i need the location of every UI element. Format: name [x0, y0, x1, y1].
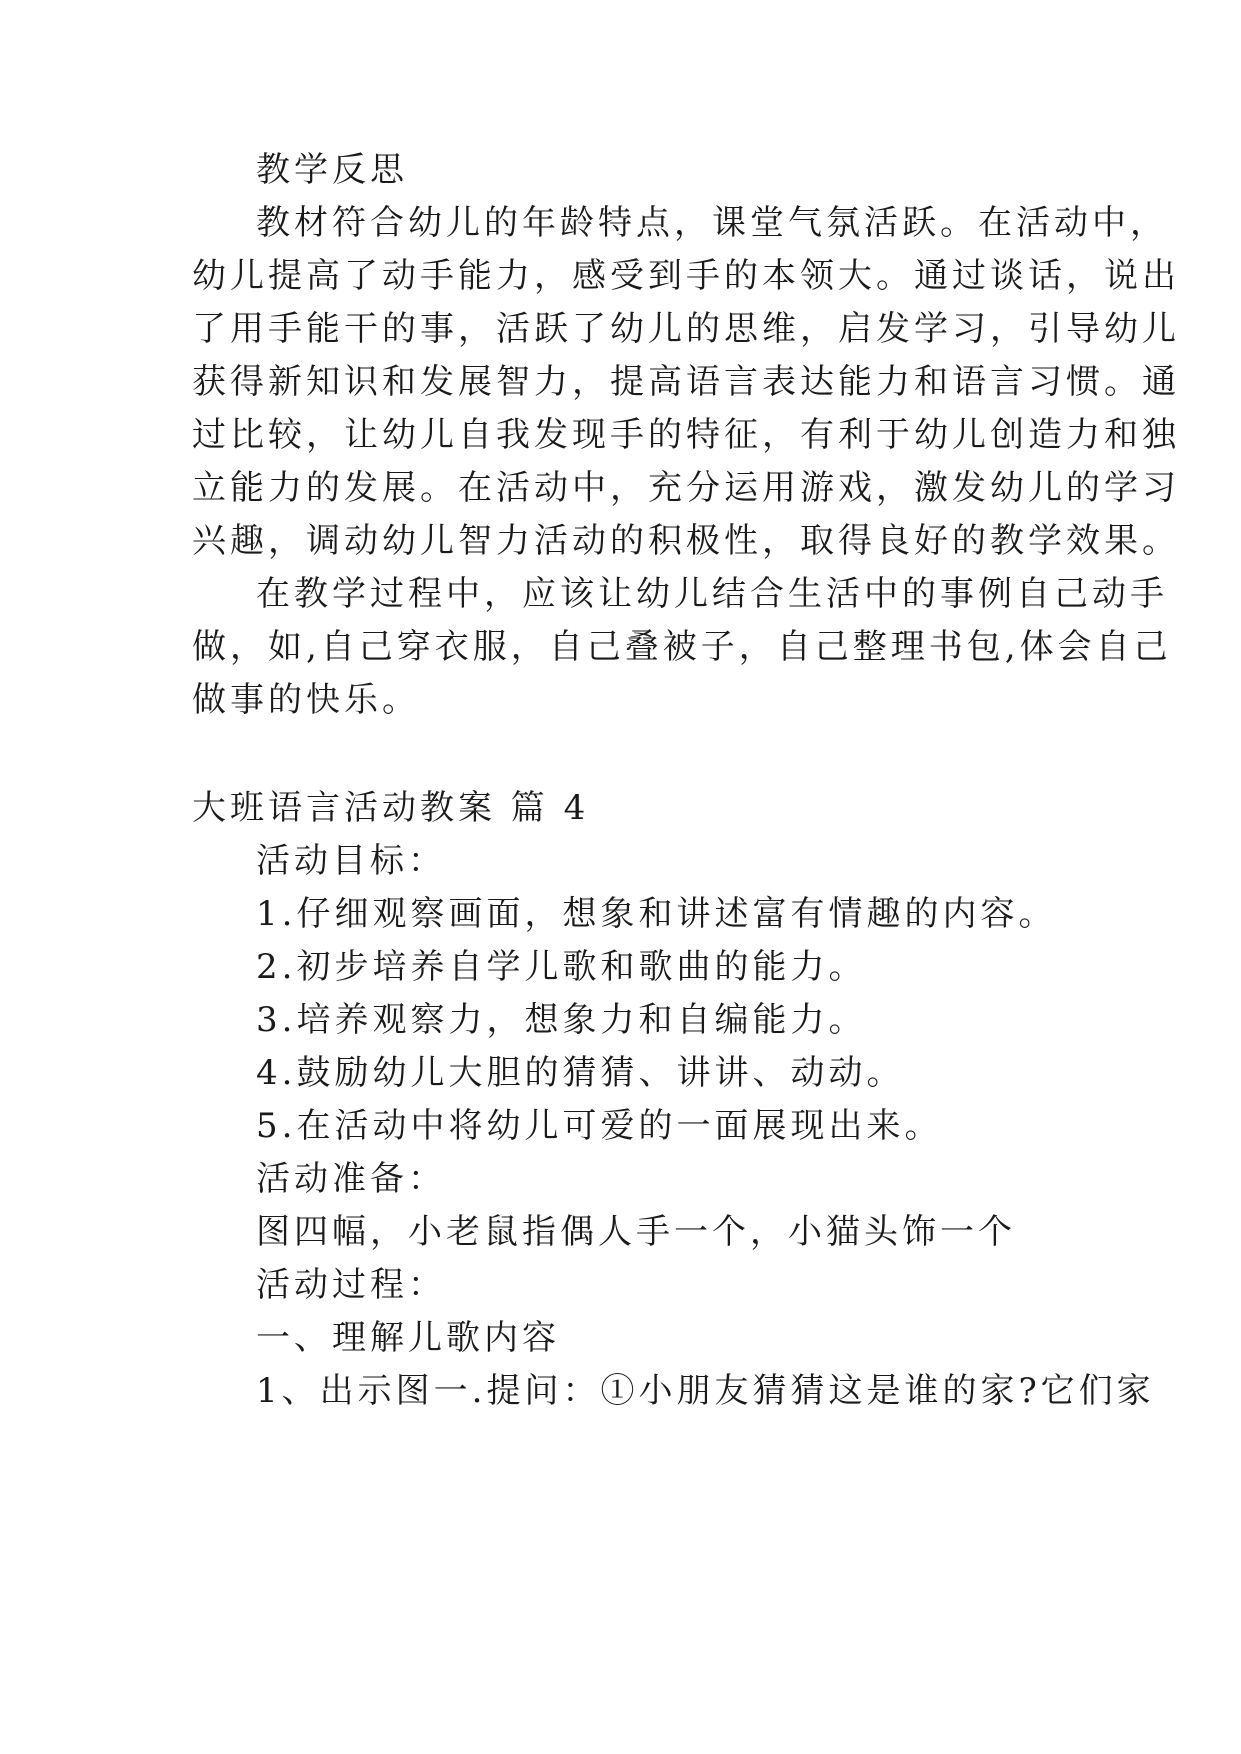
prep-label: 活动准备：	[256, 1159, 446, 1199]
step1-text: 1、出示图一.提问：①小朋友猜猜这是谁的家?它们家	[256, 1371, 1155, 1411]
reflection-paragraph-line: 过比较，让幼儿自我发现手的特征，有利于幼儿创造力和独	[192, 415, 1180, 455]
reflection-paragraph-line: 幼儿提高了动手能力，感受到手的本领大。通过谈话，说出	[192, 256, 1180, 296]
reflection-paragraph-line: 立能力的发展。在活动中，充分运用游戏，激发幼儿的学习	[192, 468, 1180, 508]
process-label: 活动过程：	[256, 1265, 446, 1305]
plan-title: 大班语言活动教案 篇 4	[192, 788, 590, 828]
step-heading: 一、理解儿歌内容	[256, 1318, 560, 1358]
goal-item: 5.在活动中将幼儿可爱的一面展现出来。	[256, 1106, 943, 1146]
goal-item: 1.仔细观察画面，想象和讲述富有情趣的内容。	[256, 894, 1057, 934]
goal-item: 2.初步培养自学儿歌和歌曲的能力。	[256, 947, 867, 987]
goal-item: 4.鼓励幼儿大胆的猜猜、讲讲、动动。	[256, 1053, 905, 1093]
reflection-paragraph-line: 获得新知识和发展智力，提高语言表达能力和语言习惯。通	[192, 362, 1180, 402]
reflection-paragraph-line: 教材符合幼儿的年龄特点，课堂气氛活跃。在活动中，	[256, 203, 1168, 243]
prep-text: 图四幅，小老鼠指偶人手一个，小猫头饰一个	[256, 1212, 1016, 1252]
reflection-paragraph-line: 了用手能干的事，活跃了幼儿的思维，启发学习，引导幼儿	[192, 309, 1180, 349]
reflection-heading: 教学反思	[256, 150, 408, 190]
reflection-paragraph-line: 做，如,自己穿衣服，自己叠被子，自己整理书包,体会自己	[192, 627, 1172, 667]
reflection-paragraph-line: 兴趣，调动幼儿智力活动的积极性，取得良好的教学效果。	[192, 521, 1180, 561]
reflection-paragraph-line: 做事的快乐。	[192, 680, 420, 720]
goals-label: 活动目标：	[256, 841, 446, 881]
reflection-paragraph-line: 在教学过程中，应该让幼儿结合生活中的事例自己动手	[256, 574, 1168, 614]
goal-item: 3.培养观察力，想象力和自编能力。	[256, 1000, 867, 1040]
